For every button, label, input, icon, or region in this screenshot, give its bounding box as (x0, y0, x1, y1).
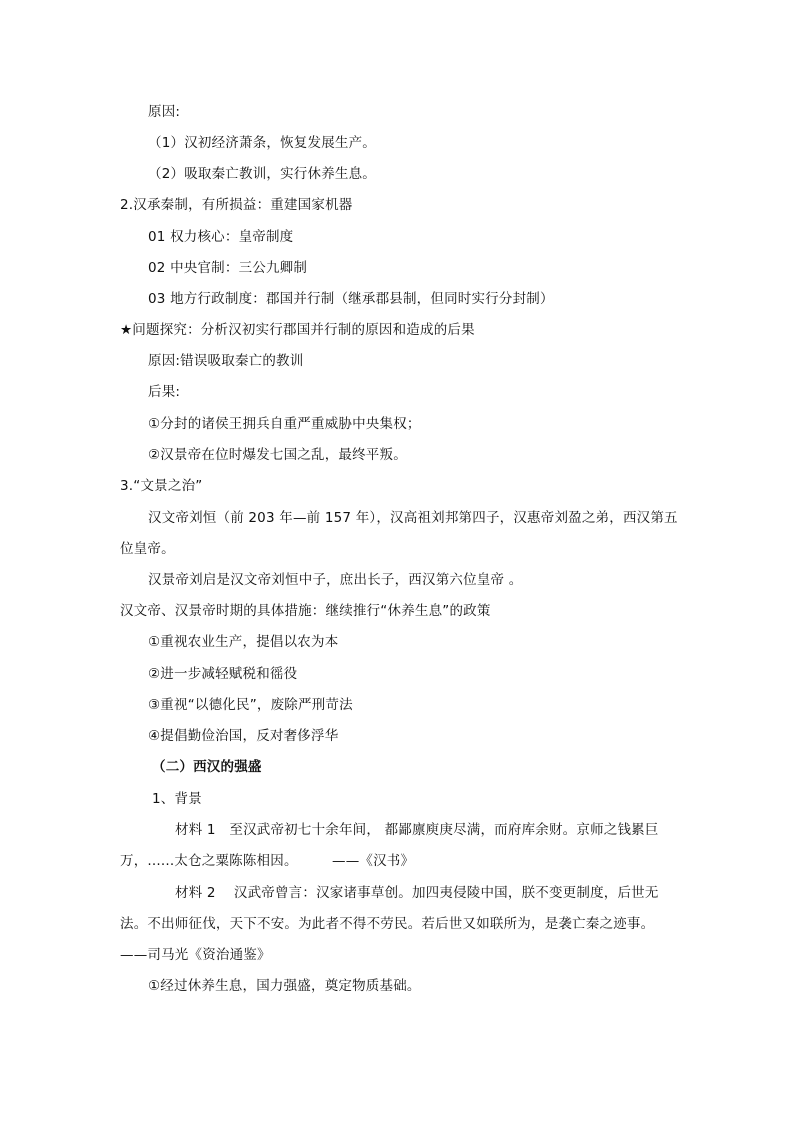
text-line: 后果: (148, 384, 181, 400)
text-line: 材料 2 汉武帝曾言：汉家诸事草创。加四夷侵陵中国，朕不变更制度，后世无 (175, 885, 659, 901)
text-line: 法。不出师征伐，天下不安。为此者不得不劳民。若后世又如联所为，是袭亡秦之迹事。 (120, 916, 655, 932)
text-line: ②进一步减轻赋税和徭役 (148, 666, 298, 682)
text-line: 万，......太仓之粟陈陈相因。 ——《汉书》 (120, 853, 415, 869)
text-line: ③重视“以德化民”，废除严刑苛法 (148, 697, 353, 713)
text-line: 汉景帝刘启是汉文帝刘恒中子，庶出长子，西汉第六位皇帝 。 (148, 572, 523, 588)
text-line: ①重视农业生产，提倡以农为本 (148, 634, 339, 650)
text-line: 原因:错误吸取秦亡的教训 (148, 353, 304, 369)
section-heading: （二）西汉的强盛 (152, 759, 262, 775)
text-line: 原因: (148, 104, 181, 120)
text-line: ④提倡勤俭治国，反对奢侈浮华 (148, 728, 339, 744)
text-line: 汉文帝、汉景帝时期的具体措施：继续推行“休养生息”的政策 (120, 603, 491, 619)
text-line: ①分封的诸侯王拥兵自重严重威胁中央集权； (148, 416, 421, 432)
text-line: 位皇帝。 (120, 541, 175, 557)
text-line: ——司马光《资治通鉴》 (120, 947, 271, 963)
text-line: 03 地方行政制度：郡国并行制（继承郡县制，但同时实行分封制） (148, 291, 554, 307)
text-line: ①经过休养生息，国力强盛，奠定物质基础。 (148, 978, 421, 994)
section-heading: 2.汉承秦制，有所损益：重建国家机器 (120, 197, 353, 213)
text-line: 02 中央官制：三公九卿制 (148, 260, 308, 276)
text-line: （2）吸取秦亡教训，实行休养生息。 (148, 166, 376, 182)
text-line: ★问题探究：分析汉初实行郡国并行制的原因和造成的后果 (120, 322, 475, 338)
text-line: 汉文帝刘恒（前 203 年—前 157 年），汉高祖刘邦第四子，汉惠帝刘盈之弟，西汉第五 (148, 510, 678, 526)
text-line: ②汉景帝在位时爆发七国之乱，最终平叛。 (148, 447, 407, 463)
text-line: 1、背景 (152, 791, 202, 807)
text-line: （1）汉初经济萧条，恢复发展生产。 (148, 135, 376, 151)
section-heading: 3.“文景之治” (120, 478, 203, 494)
text-line: 材料 1 至汉武帝初七十余年间， 都鄙廪庾庚尽满，而府库余财。京师之钱累巨 (175, 822, 659, 838)
text-line: 01 权力核心：皇帝制度 (148, 229, 294, 245)
